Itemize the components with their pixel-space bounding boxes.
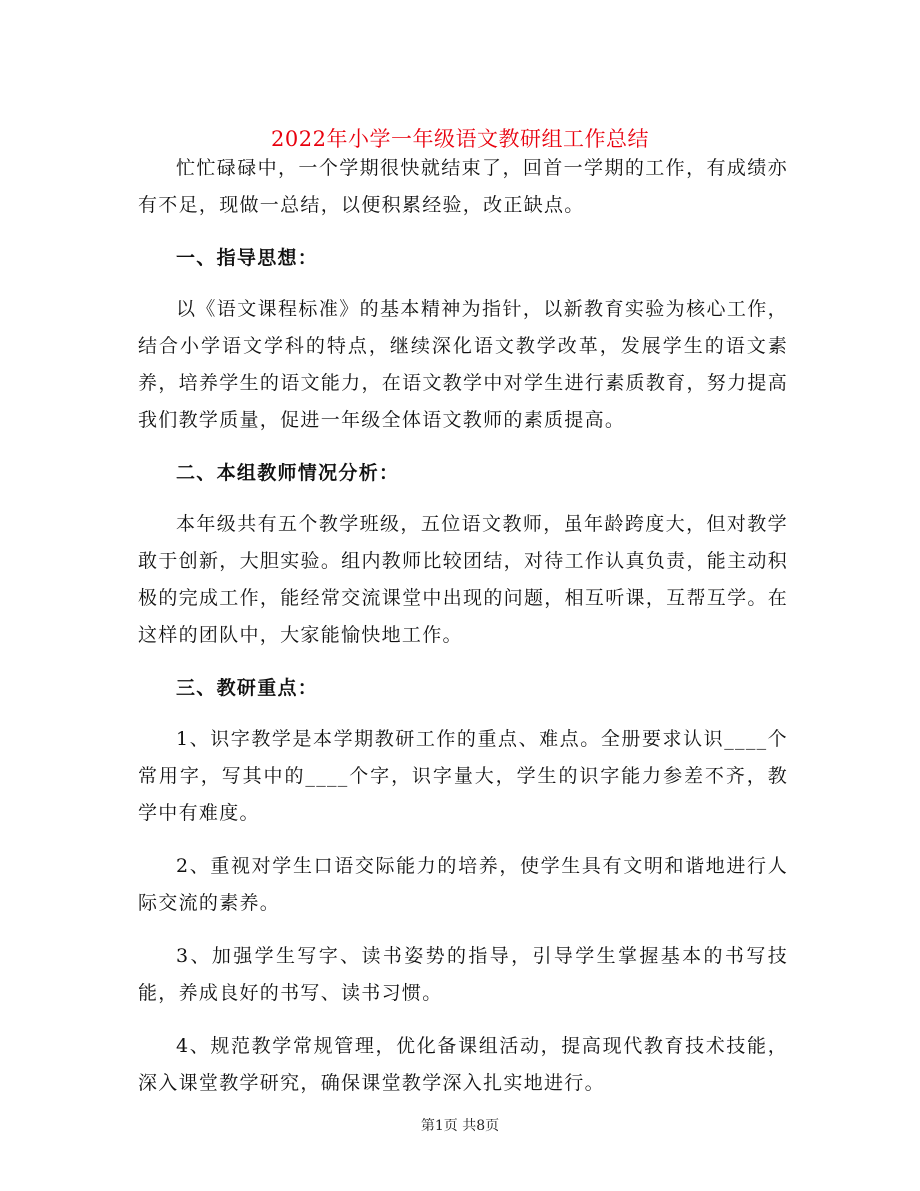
paragraph-focus-2: 2、重视对学生口语交际能力的培养，使学生具有文明和谐地进行人际交流的素养。: [138, 855, 788, 914]
section-heading-guiding-thought: 一、指导思想：: [176, 247, 319, 269]
paragraph-focus-4: 4、规范教学常规管理，优化备课组活动，提高现代教育技术技能，深入课堂教学研究，确保课堂教学深入扎实地进行。: [138, 1035, 788, 1094]
paragraph-focus-3: 3、加强学生写字、读书姿势的指导，引导学生掌握基本的书写技能，养成良好的书写、读书习惯。: [138, 945, 788, 1004]
page-number: 第1页 共8页: [420, 1118, 500, 1134]
document-body: [138, 150, 788, 1118]
document-title: 2022年小学一年级语文教研组工作总结: [271, 127, 649, 152]
paragraph-intro: 忙忙碌碌中，一个学期很快就结束了，回首一学期的工作，有成绩亦有不足，现做一总结，以便积累经验，改正缺点。: [138, 157, 788, 216]
paragraph-teacher-analysis: 本年级共有五个教学班级，五位语文教师，虽年龄跨度大，但对教学敢于创新，大胆实验。组内教师比较团结，对待工作认真负责，能主动积极的完成工作，能经常交流课堂中出现的问题，相互听课，互帮互学。在这样的团队中，大家能愉快地工作。: [138, 513, 788, 646]
section-heading-teacher-analysis: 二、本组教师情况分析：: [176, 462, 400, 484]
paragraph-focus-1: 1、识字教学是本学期教研工作的重点、难点。全册要求认识____个常用字，写其中的____个字，识字量大，学生的识字能力参差不齐，教学中有难度。: [138, 728, 788, 824]
paragraph-guiding-thought: 以《语文课程标准》的基本精神为指针，以新教育实验为核心工作，结合小学语文学科的特点，继续深化语文教学改革，发展学生的语文素养，培养学生的语文能力，在语文教学中对学生进行素质教育，努力提高我们教学质量，促进一年级全体语文教师的素质提高。: [138, 298, 788, 431]
section-heading-research-focus: 三、教研重点：: [176, 677, 319, 699]
